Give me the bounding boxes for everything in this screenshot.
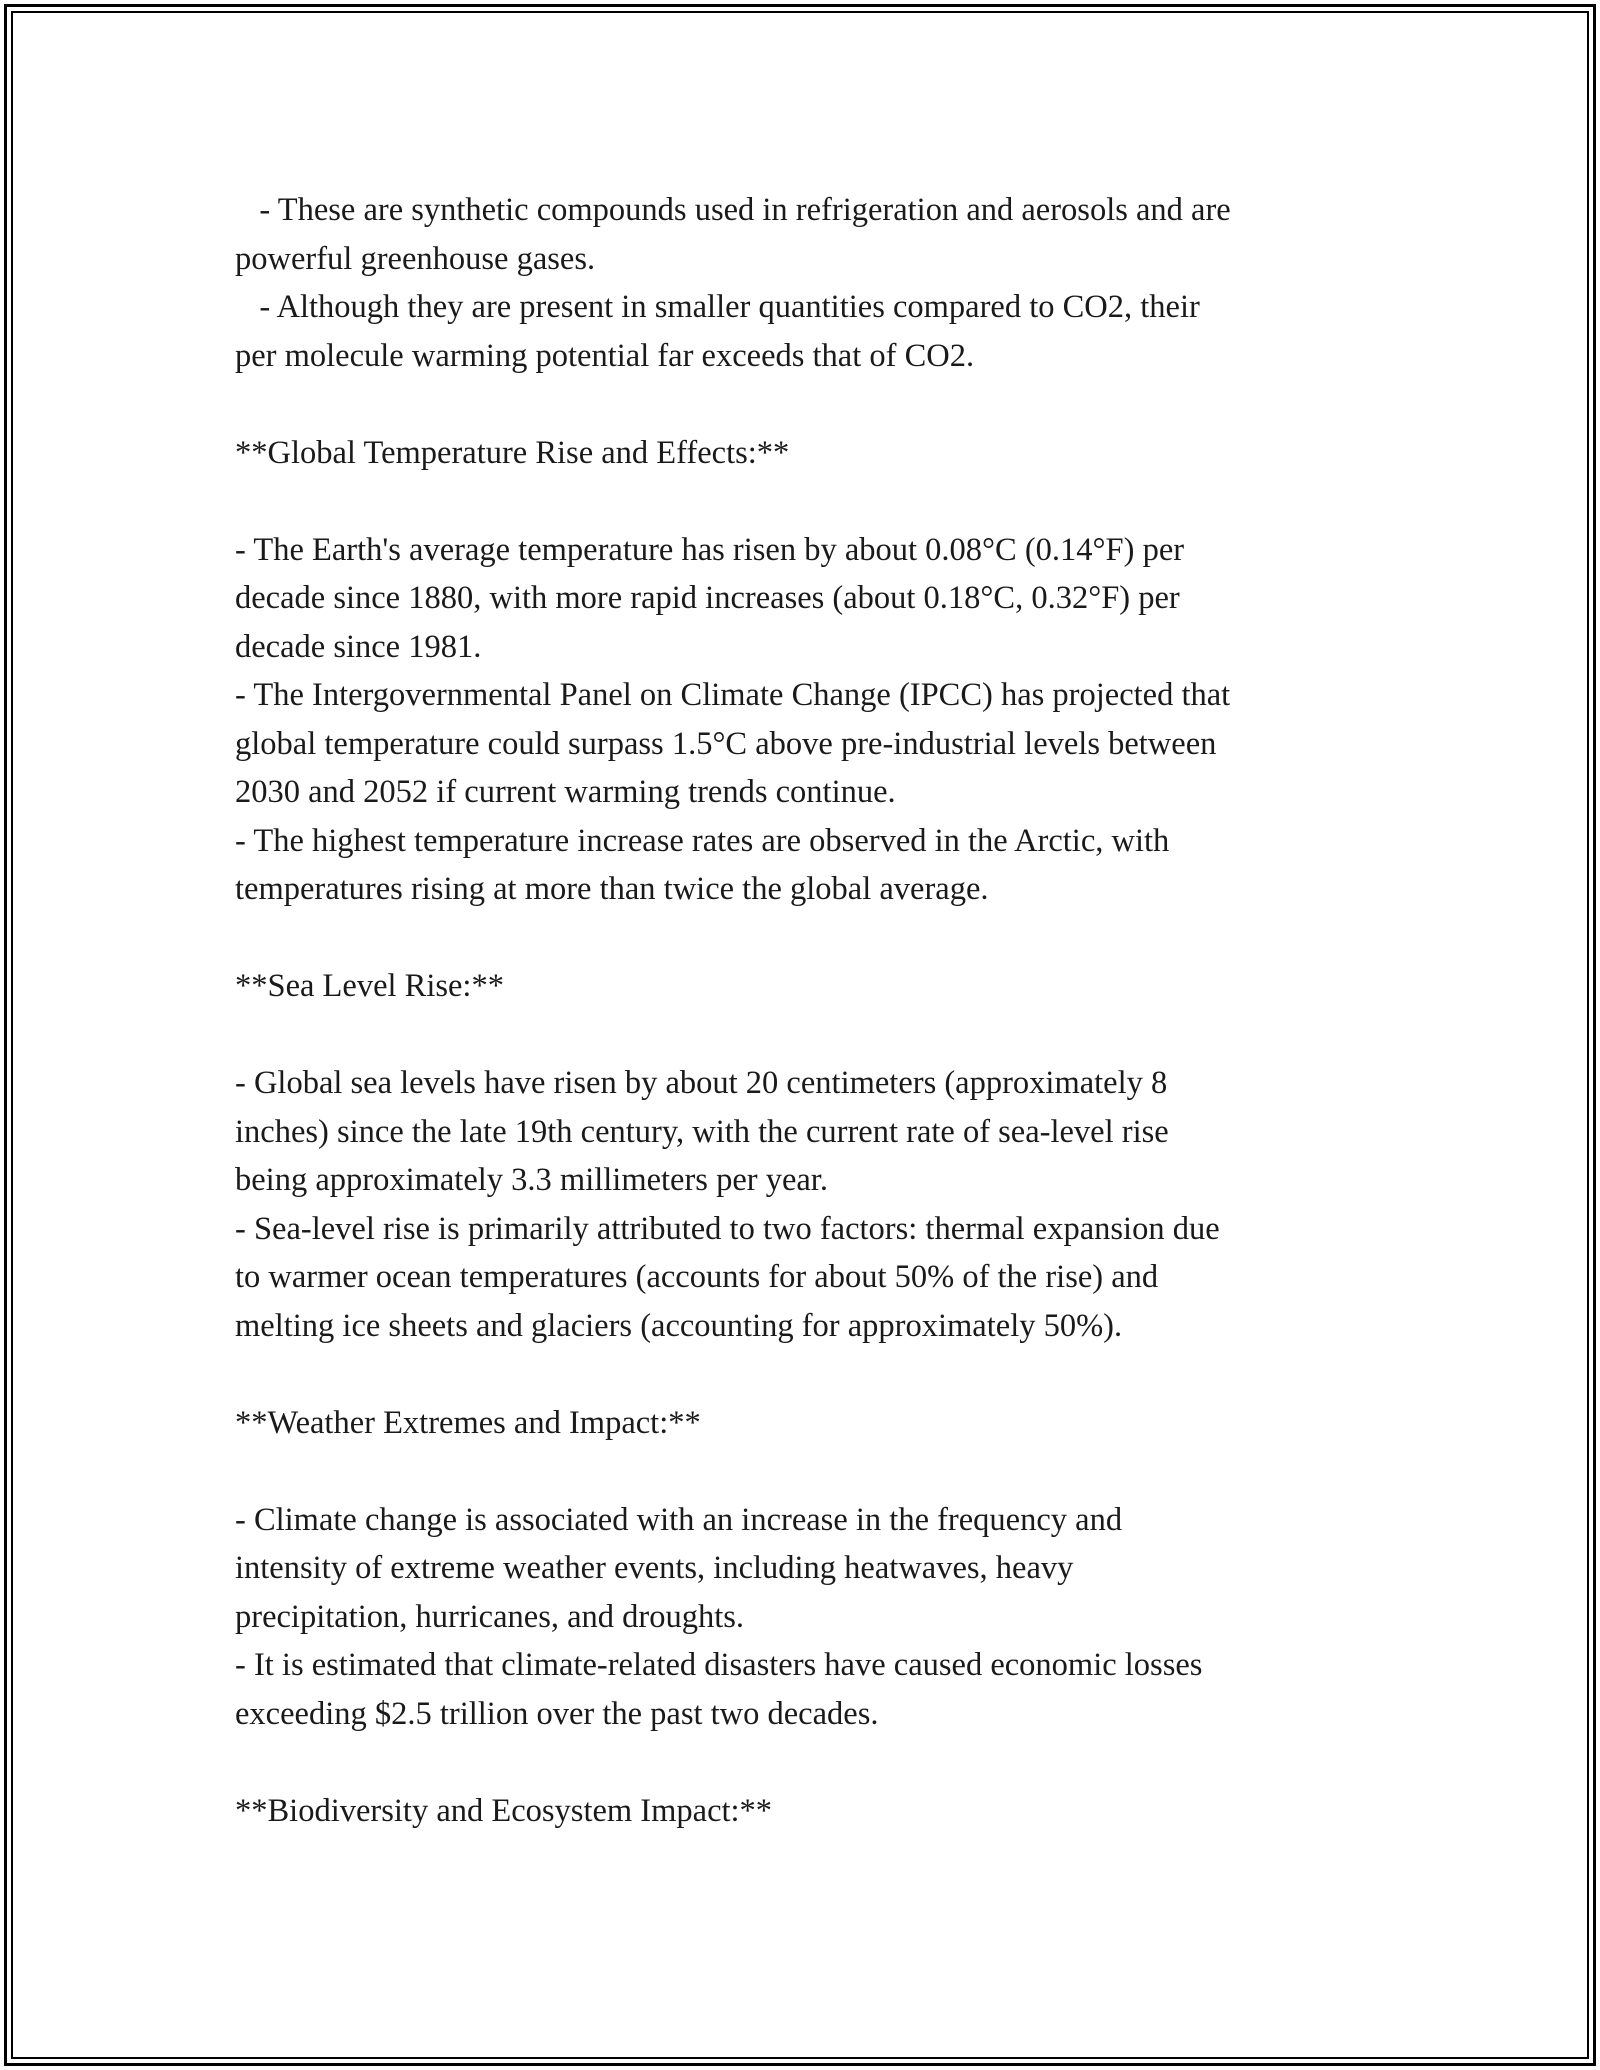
text-line: - Climate change is associated with an increase in the frequency and [235, 1501, 1123, 1538]
blank-line [235, 1011, 1365, 1060]
document-body [235, 186, 1365, 1835]
text-line: 2030 and 2052 if current warming trends continue. [235, 774, 896, 810]
blank-line [235, 380, 1365, 429]
text-line: temperatures rising at more than twice the global average. [235, 871, 989, 907]
text-line: decade since 1981. [235, 628, 482, 665]
text-line: - Global sea levels have risen by about 20 centimeters (approximately 8 [235, 1065, 1168, 1101]
blank-line [235, 477, 1365, 526]
section-heading: **Biodiversity and Ecosystem Impact:** [235, 1792, 773, 1829]
text-line: being approximately 3.3 millimeters per year. [235, 1162, 828, 1198]
text-line: per molecule warming potential far exceeds that of CO2. [235, 337, 975, 374]
text-line: powerful greenhouse gases. [235, 240, 596, 277]
blank-line [235, 1738, 1365, 1787]
text-line: - Although they are present in smaller quantities compared to CO2, their [235, 289, 1200, 325]
text-line: - The Intergovernmental Panel on Climate Change (IPCC) has projected that [235, 677, 1231, 713]
text-line: melting ice sheets and glaciers (accounting for approximately 50%). [235, 1307, 1123, 1344]
text-line: - These are synthetic compounds used in refrigeration and aerosols and are [235, 192, 1231, 228]
blank-line [235, 1447, 1365, 1496]
section-heading: **Sea Level Rise:** [235, 968, 504, 1004]
blank-line [235, 914, 1365, 963]
text-line: decade since 1880, with more rapid increases (about 0.18°C, 0.32°F) per [235, 580, 1180, 616]
section-heading: **Global Temperature Rise and Effects:** [235, 434, 790, 471]
text-line: to warmer ocean temperatures (accounts for about 50% of the rise) and [235, 1259, 1159, 1295]
text-line: global temperature could surpass 1.5°C above pre-industrial levels between [235, 725, 1217, 762]
text-line: - The Earth's average temperature has risen by about 0.08°C (0.14°F) per [235, 531, 1185, 568]
text-line: - It is estimated that climate-related disasters have caused economic losses [235, 1647, 1203, 1683]
text-line: inches) since the late 19th century, with the current rate of sea-level rise [235, 1113, 1169, 1150]
section-heading: **Weather Extremes and Impact:** [235, 1404, 701, 1441]
text-line: precipitation, hurricanes, and droughts. [235, 1598, 745, 1635]
text-line: exceeding $2.5 trillion over the past two decades. [235, 1695, 879, 1732]
text-line: - Sea-level rise is primarily attributed to two factors: thermal expansion due [235, 1210, 1220, 1247]
blank-line [235, 1350, 1365, 1399]
text-line: intensity of extreme weather events, including heatwaves, heavy [235, 1550, 1074, 1586]
text-line: - The highest temperature increase rates are observed in the Arctic, with [235, 822, 1170, 859]
